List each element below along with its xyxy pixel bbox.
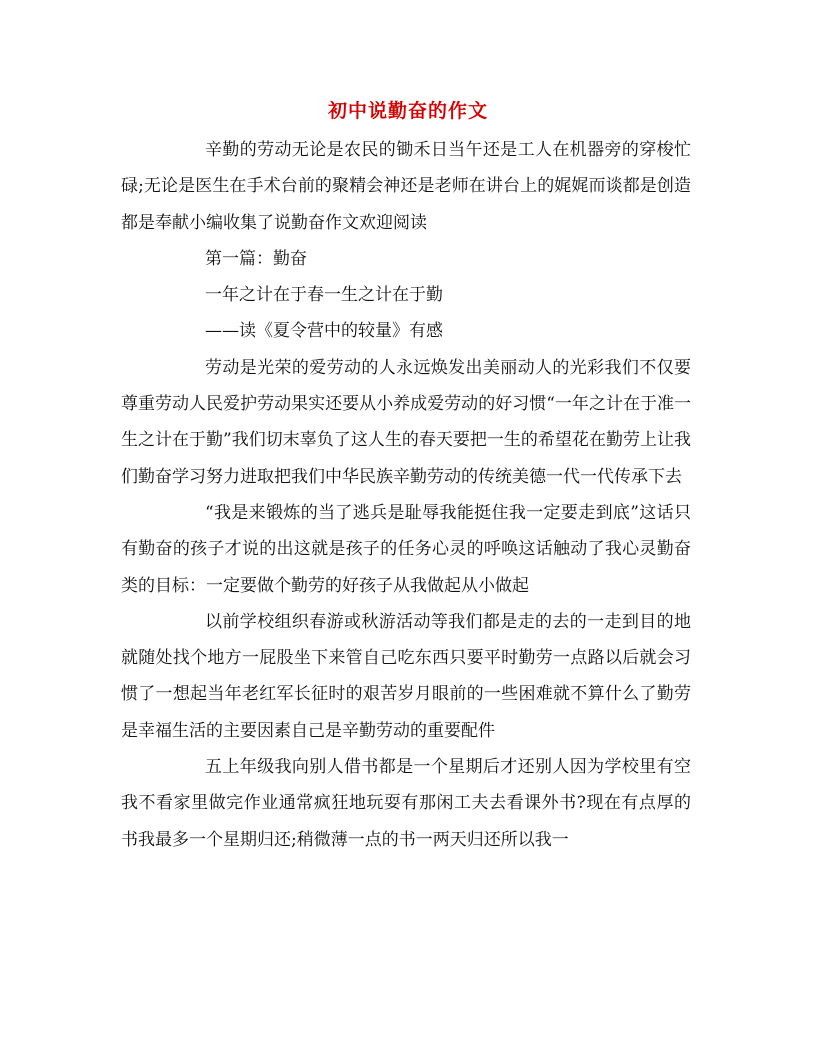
paragraph-books: 五上年级我向别人借书都是一个星期后才还别人因为学校里有空我不看家里做完作业通常疯狂地玩耍有那闲工夫去看课外书?现在有点厚的书我最多一个星期归还;稍微薄一点的书一两天归还所以我一	[121, 757, 691, 850]
section-heading: 第一篇：勤奋	[205, 248, 307, 269]
paragraph-labor: 劳动是光荣的爱劳动的人永远焕发出美丽动人的光彩我们不仅要尊重劳动人民爱护劳动果实还要从小养成爱劳动的好习惯“一年之计在于准一生之计在于勤”我们切末辜负了这人生的春天要把一生的希望花在勤劳上让我们勤奋学习努力进取把我们中华民族辛勤劳动的传统美德一代一代传承下去	[121, 357, 691, 487]
document-title: 初中说勤奋的作文	[327, 100, 488, 122]
paragraph-intro: 辛勤的劳动无论是农民的锄禾日当午还是工人在机器旁的穿梭忙碌;无论是医生在手术台前的聚精会神还是老师在讲台上的娓娓而谈都是创造都是奉献小编收集了说勤奋作文欢迎阅读	[121, 140, 691, 233]
essay-subtitle: ——读《夏令营中的较量》有感	[205, 321, 443, 342]
paragraph-quote: “我是来锻炼的当了逃兵是耻辱我能挺住我一定要走到底”这话只有勤奋的孩子才说的出这就是孩子的任务心灵的呼唤这话触动了我心灵勤奋类的目标：一定要做个勤劳的好孩子从我做起从小做起	[121, 502, 691, 596]
paragraph-trip: 以前学校组织春游或秋游活动等我们都是走的去的一走到目的地就随处找个地方一屁股坐下来管自己吃东西只要平时勤劳一点路以后就会习惯了一想起当年老红军长征时的艰苦岁月眼前的一些困难就不算什么了勤劳是幸福生活的主要因素自己是辛勤劳动的重要配件	[121, 611, 691, 741]
document-body	[121, 132, 691, 858]
essay-title: 一年之计在于春一生之计在于勤	[205, 285, 443, 306]
